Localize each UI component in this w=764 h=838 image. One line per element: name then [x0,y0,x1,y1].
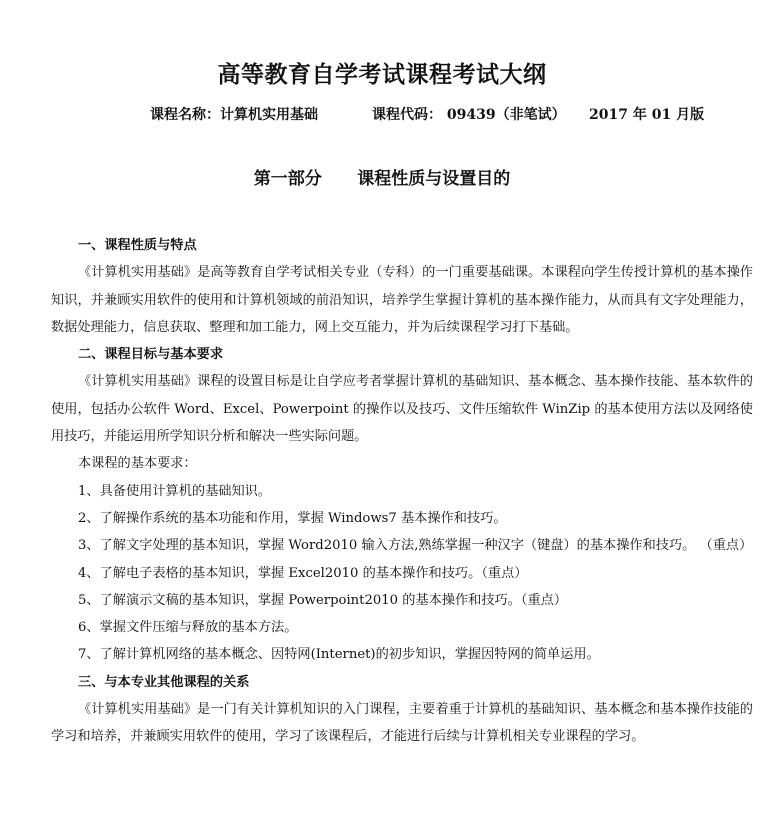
section-heading: 三、与本专业其他课程的关系 [78,674,250,690]
paragraph: 本课程的基本要求： [78,456,197,472]
course-code: 课程代码： 09439（非笔试） [372,107,566,123]
part-heading: 第一部分 课程性质与设置目的 [253,169,511,189]
paragraph: 《计算机实用基础》是高等教育自学考试相关专业（专科）的一门重要基础课。本课程向学生传授计算机的基本操作知识，并兼顾实用软件的使用和计算机领域的前沿知识，培养学生掌握计算机的基本操作能力，从而具有文字处理能力，数据处理能力，信息获取、整理和加工能力，网上交互能力，并为后续课程学习打下基础。 [51,265,753,335]
document-title: 高等教育自学考试课程考试大纲 [217,61,547,88]
requirement-item: 4、了解电子表格的基本知识，掌握 Excel2010 的基本操作和技巧。（重点） [78,565,528,581]
requirement-item: 6、掌握文件压缩与释放的基本方法。 [78,620,298,636]
requirement-item: 5、了解演示文稿的基本知识，掌握 Powerpoint2010 的基本操作和技巧。（重点） [78,592,568,608]
course-name: 课程名称：计算机实用基础 [150,107,318,123]
section-heading: 一、课程性质与特点 [78,238,197,253]
requirement-item: 3、了解文字处理的基本知识，掌握 Word2010 输入方法,熟练掌握一种汉字（键盘）的基本操作和技巧。 （重点） [78,538,753,554]
requirement-item: 2、了解操作系统的基本功能和作用，掌握 Windows7 基本操作和技巧。 [78,510,507,526]
edition-date: 2017 年 01 月版 [589,107,705,123]
requirement-item: 1、具备使用计算机的基础知识。 [78,483,272,499]
document-body [51,232,753,751]
requirement-item: 7、了解计算机网络的基本概念、因特网(Internet)的初步知识，掌握因特网的简单运用。 [78,647,600,663]
paragraph: 《计算机实用基础》是一门有关计算机知识的入门课程，主要着重于计算机的基础知识、基本概念和基本操作技能的学习和培养，并兼顾实用软件的使用，学习了该课程后，才能进行后续与计算机相关专业课程的学习。 [51,702,753,745]
paragraph: 《计算机实用基础》课程的设置目标是让自学应考者掌握计算机的基础知识、基本概念、基本操作技能、基本软件的使用，包括办公软件 Word、Excel、Powerpoint 的操作以及技巧、文件压缩软件 WinZip 的基本使用方法以及网络使用技巧，并能运用所学知识分析和解决一些实际问题。 [51,374,753,445]
section-heading: 二、课程目标与基本要求 [78,347,224,363]
